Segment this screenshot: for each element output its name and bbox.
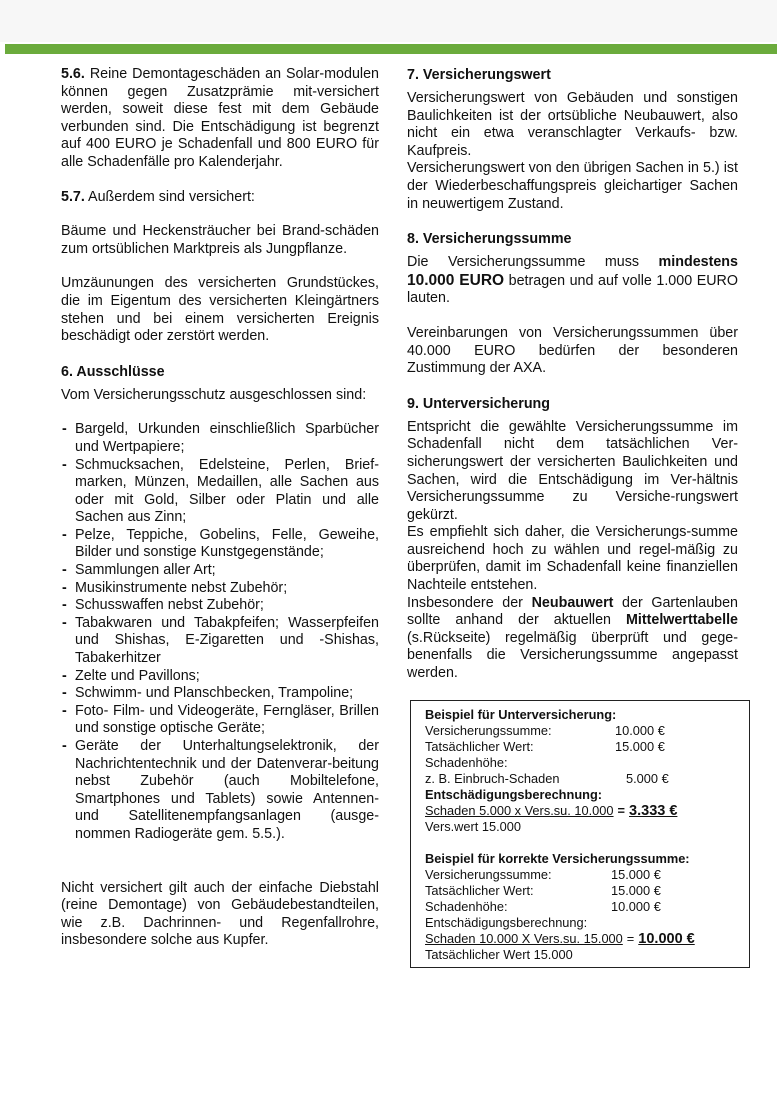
row-label: Versicherungssumme: — [425, 867, 552, 882]
text-run-bold: Mittelwerttabelle — [625, 612, 738, 629]
section-6-footer: Nicht versichert gilt auch der einfache Diebstahl (reine Demontage) von Gebäudebestandteilen, wie z.B. Dachrinnen- und Regenfallrohre, insbesondere solche aus Kupfer. — [61, 879, 379, 949]
row-label: z. B. Einbruch-Schaden — [425, 771, 560, 786]
formula-denominator: Vers.wert 15.000 — [425, 819, 522, 834]
list-item: - Schusswaffen nebst Zubehör; — [61, 597, 379, 615]
list-item: - Foto- Film- und Videogeräte, Ferngläser, Brillen und sonstige optische Geräte; — [61, 703, 379, 738]
list-item: - Bargeld, Urkunden einschließlich Sparbücher und Wertpapiere; — [61, 421, 379, 456]
row-label: Versicherungssumme: — [425, 723, 552, 738]
section-9-paragraph-3 — [407, 595, 738, 683]
formula-result: 10.000 € — [638, 931, 695, 947]
example-2-formula — [425, 931, 749, 947]
section-5-6-number: 5.6. — [61, 66, 85, 82]
list-item: - Zelte und Pavillons; — [61, 668, 379, 686]
example-1-formula — [425, 803, 749, 819]
section-5-7-fences: Umzäunungen des versicherten Grundstückes, die im Eigentum des versicherten Kleingärtners stehen und bei einem versicherten Ereignis beschädigt oder zerstört werden. — [61, 275, 379, 345]
row-value: 10.000 € — [611, 899, 661, 914]
formula-numerator: Schaden 5.000 x Vers.su. 10.000 — [425, 803, 614, 818]
section-6-heading: 6. Ausschlüsse — [61, 363, 165, 380]
section-5-7-text: Außerdem sind versichert: — [88, 188, 255, 205]
example-1-calc-title: Entschädigungsberechnung: — [425, 787, 603, 802]
equals-sign: = — [617, 803, 626, 818]
section-8-paragraph-1 — [407, 254, 738, 308]
green-header-bar — [5, 44, 777, 54]
example-row — [425, 755, 749, 771]
example-row — [425, 867, 749, 883]
example-1-title: Beispiel für Unterversicherung: — [425, 707, 617, 722]
row-label: Schadenhöhe: — [425, 899, 508, 914]
row-label: Tatsächlicher Wert: — [425, 739, 534, 754]
list-item: - Schmucksachen, Edelsteine, Perlen, Brief-marken, Münzen, Medaillen, alle Sachen aus oder mit Gold, Silber oder Platin und alle Sachen aus Zinn; — [61, 457, 379, 527]
example-2-calc-title: Entschädigungsberechnung: — [425, 915, 588, 930]
section-5-7-number: 5.7. — [61, 188, 85, 205]
list-item: - Geräte der Unterhaltungselektronik, der Nachrichtentechnik und der Datenverar-beitung nebst Zubehör (auch Mobiltelefone, Smartphones und Tablets) sowie Antennen- und Satellitenempfangsanlagen (ausge-nommen Radiogeräte gem. 5.5.). — [61, 738, 379, 844]
section-9-heading: 9. Unterversicherung — [407, 395, 551, 412]
exclusion-list — [61, 421, 379, 843]
row-label: Tatsächlicher Wert: — [425, 883, 534, 898]
list-item: - Sammlungen aller Art; — [61, 562, 379, 580]
section-5-7-trees: Bäume und Heckensträucher bei Brand-schäden zum ortsüblichen Marktpreis als Jungpflanze. — [61, 223, 379, 257]
text-run: (s.Rückseite) regelmäßig überprüft und gege-benenfalls die Versicherungssumme angepasst werden. — [407, 629, 738, 682]
example-row — [425, 771, 749, 787]
example-box — [410, 700, 750, 968]
left-column — [61, 66, 379, 950]
row-label: Schadenhöhe: — [425, 755, 508, 770]
example-row — [425, 899, 749, 915]
list-item: - Musikinstrumente nebst Zubehör; — [61, 580, 379, 598]
header-band — [0, 0, 777, 42]
equals-sign: = — [626, 931, 635, 946]
row-value: 15.000 € — [611, 883, 661, 898]
section-7-paragraph-2: Versicherungswert von den übrigen Sachen in 5.) ist der Wiederbeschaffungspreis gleichartiger Sachen in neuwertigem Zustand. — [407, 160, 738, 212]
text-run: Die Versicherungssumme muss — [407, 254, 659, 271]
section-6-intro: Vom Versicherungsschutz ausgeschlossen sind: — [61, 386, 367, 403]
text-run-bold: Neubauwert — [531, 594, 614, 611]
right-column — [407, 66, 738, 683]
row-value: 10.000 € — [615, 723, 665, 738]
text-run: der Gartenlauben sollte anhand der aktuellen — [407, 594, 739, 629]
text-run: Insbesondere der — [407, 594, 532, 611]
row-value: 15.000 € — [611, 867, 661, 882]
section-5-7 — [61, 189, 379, 207]
section-5-6 — [61, 66, 379, 172]
section-5-6-text: Reine Demontageschäden an Solar-modulen können gegen Zusatzprämie mit-versichert werden, soweit diese fest mit dem Gebäude verbunden sind. Die Entschädigung ist begrenzt auf 400 EURO je Schadenfall und 800 EURO für alle Schadenfälle pro Kalenderjahr. — [61, 66, 379, 170]
example-row — [425, 723, 749, 739]
list-item: - Pelze, Teppiche, Gobelins, Felle, Geweihe, Bilder und sonstige Kunstgegenstände; — [61, 527, 379, 562]
formula-numerator: Schaden 10.000 X Vers.su. 15.000 — [425, 931, 623, 946]
section-9-paragraph-2: Es empfiehlt sich daher, die Versicherungs-summe ausreichend hoch zu wählen und regel-mäßig zu überprüfen, damit im Schadenfall keine finanziellen Nachteile entstehen. — [407, 524, 738, 594]
formula-result: 3.333 € — [629, 803, 678, 819]
section-7-paragraph-1: Versicherungswert von Gebäuden und sonstigen Baulichkeiten ist der ortsübliche Neubauwert, also nicht ein etwa veranschlagter Verkaufs- bzw. Kaufpreis. — [407, 90, 738, 159]
row-value: 5.000 € — [626, 771, 669, 786]
section-7-heading: 7. Versicherungswert — [407, 67, 551, 83]
list-item: - Schwimm- und Planschbecken, Trampoline; — [61, 685, 379, 703]
section-9-paragraph-1: Entspricht die gewählte Versicherungssumme im Schadenfall nicht dem tatsächlichen Ver-sicherungswert der versicherten Baulichkeiten und Sachen, wird die Entschädigung im Ver-hältnis Versicherungssumme zu Versiche-rungswert gekürzt. — [407, 418, 738, 523]
row-value: 15.000 € — [615, 739, 665, 754]
example-row — [425, 739, 749, 755]
list-item: - Tabakwaren und Tabakpfeifen; Wasserpfeifen und Shishas, E-Zigaretten und -Shishas, Tabakerhitzer — [61, 615, 379, 668]
section-8-paragraph-2: Vereinbarungen von Versicherungssummen über 40.000 EURO bedürfen der besonderen Zustimmung der AXA. — [407, 324, 738, 377]
example-2-title: Beispiel für korrekte Versicherungssumme: — [425, 851, 690, 866]
formula-denominator: Tatsächlicher Wert 15.000 — [425, 947, 573, 962]
minimum-amount: 10.000 EURO — [407, 271, 505, 289]
example-row — [425, 883, 749, 899]
text-run-bold: mindestens — [658, 254, 738, 271]
text-run: betragen und auf volle 1.000 EURO lauten. — [407, 272, 738, 307]
section-8-heading: 8. Versicherungssumme — [407, 231, 572, 248]
